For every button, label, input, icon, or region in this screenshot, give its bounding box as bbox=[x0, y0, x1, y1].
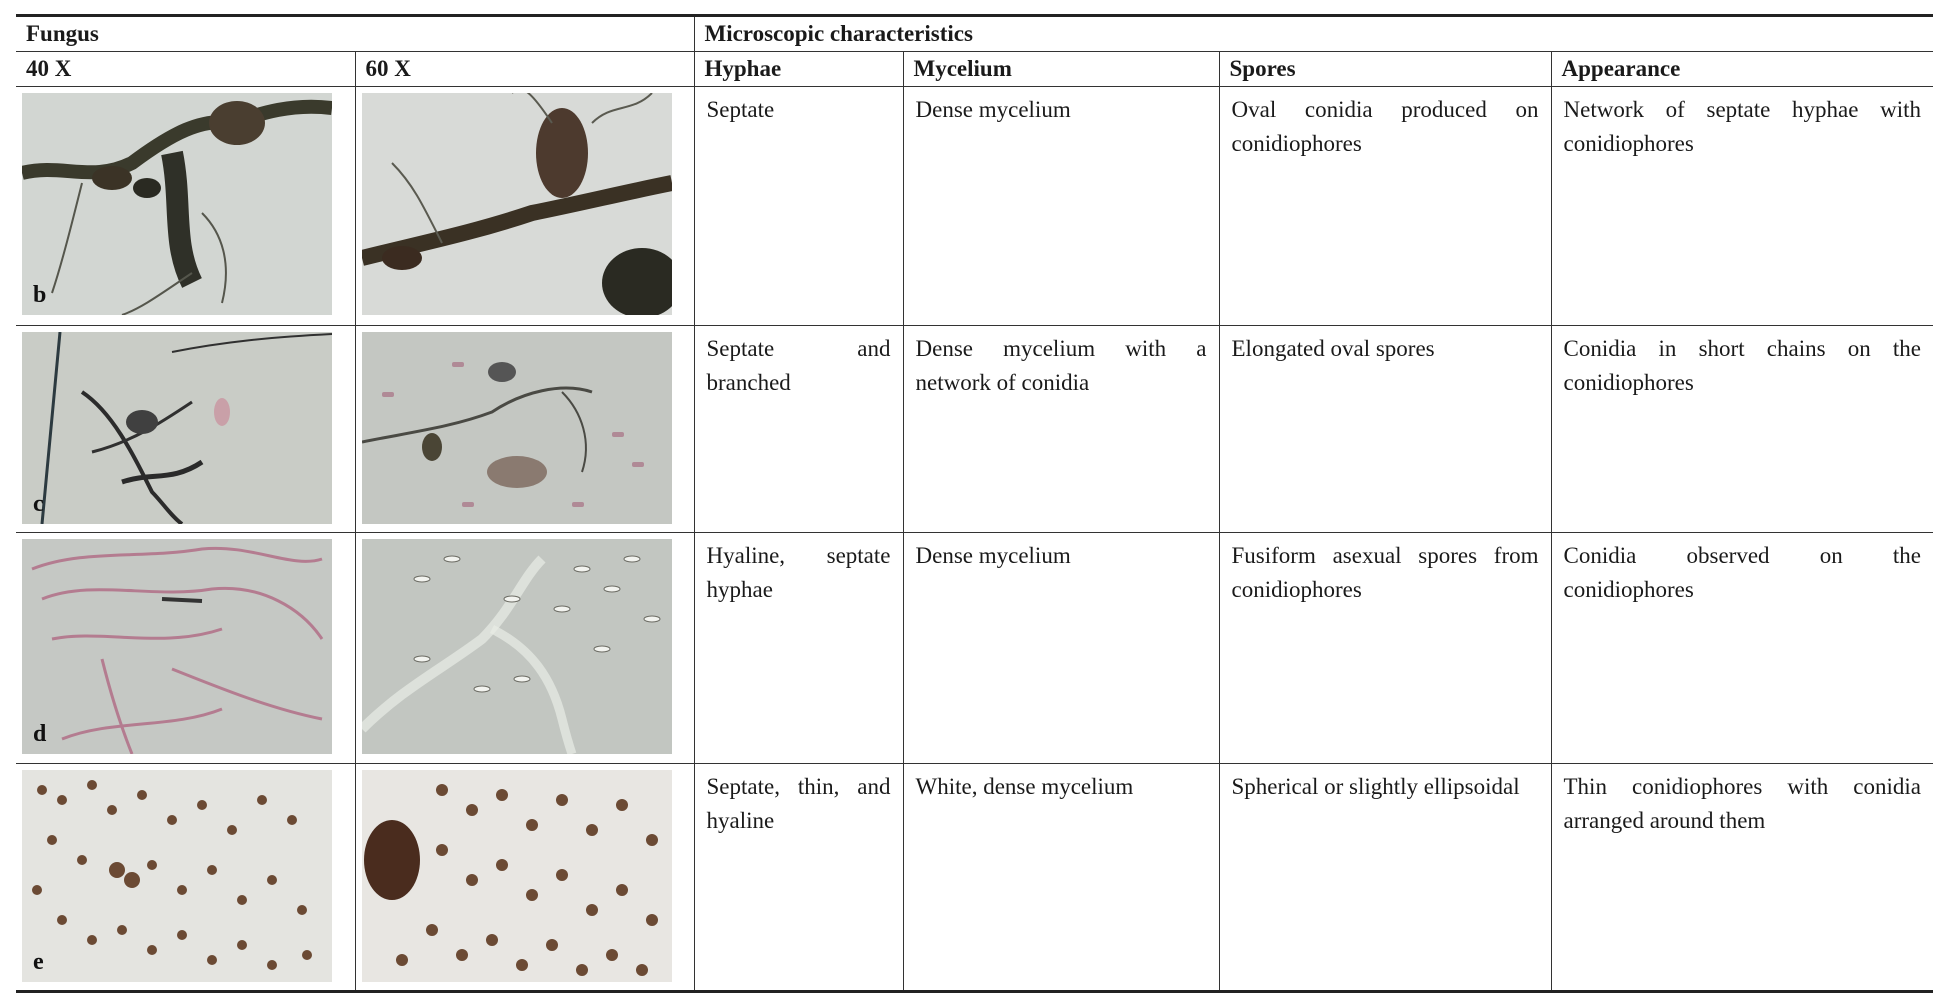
micrograph-60x bbox=[362, 93, 672, 315]
header-hyphae: Hyphae bbox=[694, 52, 903, 87]
header-mycelium: Mycelium bbox=[903, 52, 1219, 87]
micrograph-40x bbox=[22, 770, 332, 982]
spores-cell: Fusiform asexual spores from conidiophores bbox=[1219, 533, 1551, 764]
mycelium-cell: Dense mycelium bbox=[903, 87, 1219, 326]
header-fungus: Fungus bbox=[16, 16, 694, 52]
panel-label: e bbox=[33, 949, 44, 975]
panel-label: c bbox=[33, 491, 44, 517]
fungus-characteristics-table bbox=[16, 14, 1933, 993]
mycelium-cell: White, dense mycelium bbox=[903, 764, 1219, 992]
mycelium-cell: Dense mycelium with a network of conidia bbox=[903, 326, 1219, 533]
hyphae-cell: Hyaline, septate hyphae bbox=[694, 533, 903, 764]
header-appearance: Appearance bbox=[1551, 52, 1933, 87]
micrograph-40x bbox=[22, 93, 332, 315]
spores-cell: Elongated oval spores bbox=[1219, 326, 1551, 533]
header-microscopic-characteristics: Microscopic characteristics bbox=[694, 16, 1933, 52]
hyphae-cell: Septate bbox=[694, 87, 903, 326]
table-row bbox=[16, 764, 1933, 992]
spores-cell: Spherical or slightly ellipsoidal bbox=[1219, 764, 1551, 992]
header-60x: 60 X bbox=[355, 52, 694, 87]
hyphae-cell: Septate and branched bbox=[694, 326, 903, 533]
spores-cell: Oval conidia produced on conidiophores bbox=[1219, 87, 1551, 326]
hyphae-cell: Septate, thin, and hyaline bbox=[694, 764, 903, 992]
appearance-cell: Network of septate hyphae with conidiophores bbox=[1551, 87, 1933, 326]
panel-label: d bbox=[33, 721, 47, 747]
micrograph-40x bbox=[22, 332, 332, 524]
table-row bbox=[16, 87, 1933, 326]
appearance-cell: Conidia in short chains on the conidiophores bbox=[1551, 326, 1933, 533]
appearance-cell: Thin conidiophores with conidia arranged around them bbox=[1551, 764, 1933, 992]
micrograph-60x bbox=[362, 332, 672, 524]
appearance-cell: Conidia observed on the conidiophores bbox=[1551, 533, 1933, 764]
mycelium-cell: Dense mycelium bbox=[903, 533, 1219, 764]
table-row bbox=[16, 533, 1933, 764]
micrograph-40x bbox=[22, 539, 332, 754]
header-spores: Spores bbox=[1219, 52, 1551, 87]
header-40x: 40 X bbox=[16, 52, 355, 87]
micrograph-60x bbox=[362, 770, 672, 982]
table-row bbox=[16, 326, 1933, 533]
panel-label: b bbox=[33, 282, 47, 308]
micrograph-60x bbox=[362, 539, 672, 754]
